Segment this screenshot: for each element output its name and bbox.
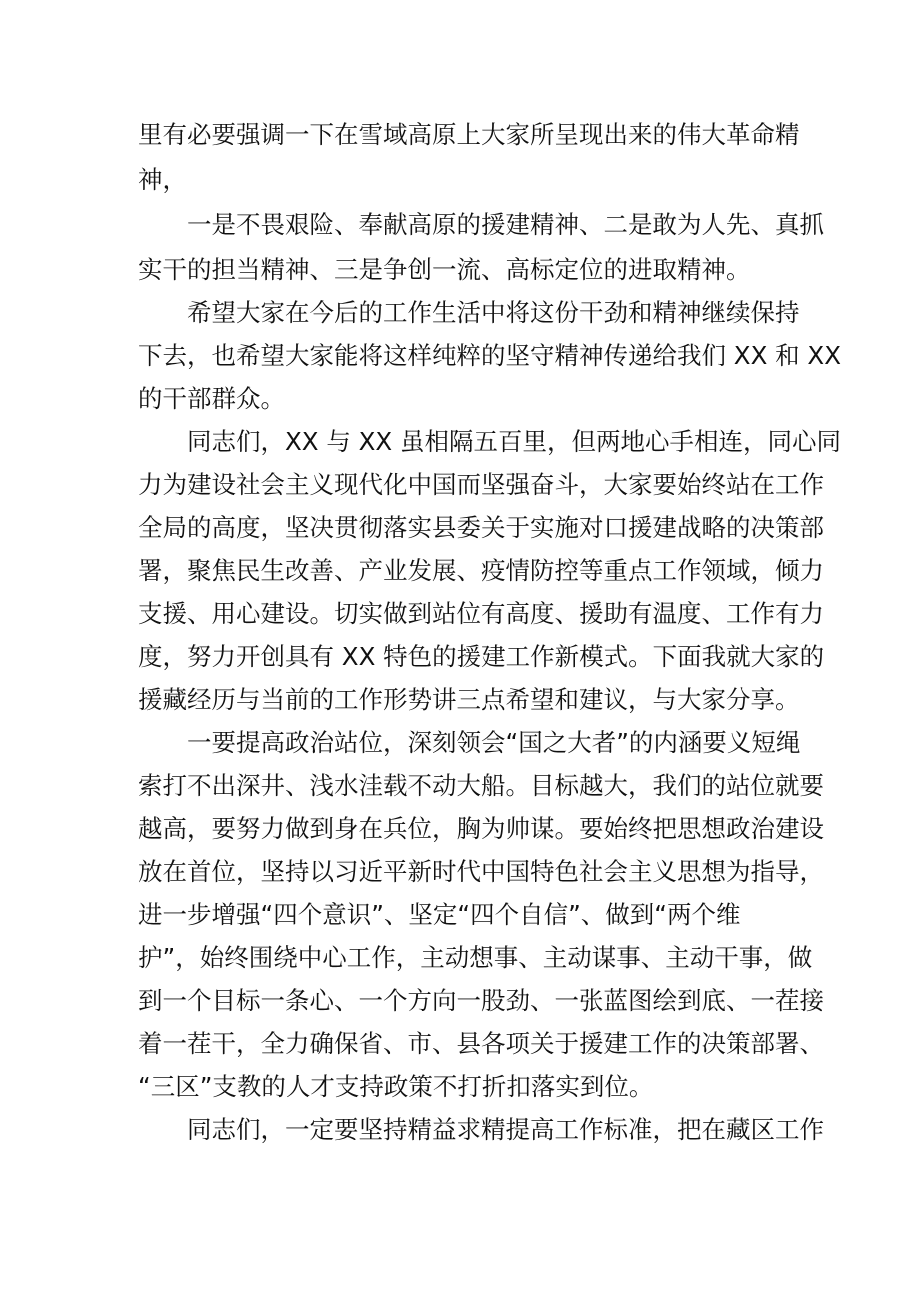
- text-line: 的干部群众。: [138, 384, 285, 413]
- text-line: 全局的高度，坚决贯彻落实县委关于实施对口援建战略的决策部: [138, 513, 824, 542]
- text-line: 实干的担当精神、三是争创一流、高标定位的进取精神。: [138, 255, 751, 284]
- text-line: 度，努力开创具有 XX 特色的援建工作新模式。下面我就大家的: [138, 642, 825, 671]
- text-line: 放在首位，坚持以习近平新时代中国特色社会主义思想为指导，: [138, 857, 824, 886]
- text-line: 索打不出深井、浅水洼载不动大船。目标越大，我们的站位就要: [138, 771, 824, 800]
- text-line: 援藏经历与当前的工作形势讲三点希望和建议，与大家分享。: [138, 685, 800, 714]
- text-line: “三区”支教的人才支持政策不打折扣落实到位。: [138, 1072, 654, 1101]
- text-line: 护”，始终围绕中心工作，主动想事、主动谋事、主动干事，做: [138, 943, 813, 972]
- text-line: 力为建设社会主义现代化中国而坚强奋斗，大家要始终站在工作: [138, 470, 824, 499]
- text-line: 神，: [138, 165, 187, 194]
- text-line: 进一步增强“四个意识”、坚定“四个自信”、做到“两个维: [138, 900, 741, 929]
- text-line: 支援、用心建设。切实做到站位有高度、援助有温度、工作有力: [138, 599, 824, 628]
- paragraph-start-line: 一是不畏艰险、奉献高原的援建精神、二是敢为人先、真抓: [187, 210, 824, 239]
- text-line: 下去，也希望大家能将这样纯粹的坚守精神传递给我们 XX 和 XX: [138, 341, 841, 370]
- text-line: 越高，要努力做到身在兵位，胸为帅谋。要始终把思想政治建设: [138, 814, 824, 843]
- text-line: 着一茬干，全力确保省、市、县各项关于援建工作的决策部署、: [138, 1029, 824, 1058]
- paragraph-start-line: 一要提高政治站位，深刻领会“国之大者”的内涵要义短绳: [187, 728, 801, 757]
- text-line: 到一个目标一条心、一个方向一股劲、一张蓝图绘到底、一茬接: [138, 986, 824, 1015]
- text-line: 署，聚焦民生改善、产业发展、疫情防控等重点工作领域，倾力: [138, 556, 824, 585]
- text-line: 里有必要强调一下在雪域高原上大家所呈现出来的伟大革命精: [138, 120, 800, 149]
- paragraph-start-line: 同志们，一定要坚持精益求精提高工作标准，把在藏区工作: [187, 1115, 824, 1144]
- paragraph-start-line: 希望大家在今后的工作生活中将这份干劲和精神继续保持: [187, 298, 800, 327]
- paragraph-start-line: 同志们，XX 与 XX 虽相隔五百里，但两地心手相连，同心同: [187, 427, 841, 456]
